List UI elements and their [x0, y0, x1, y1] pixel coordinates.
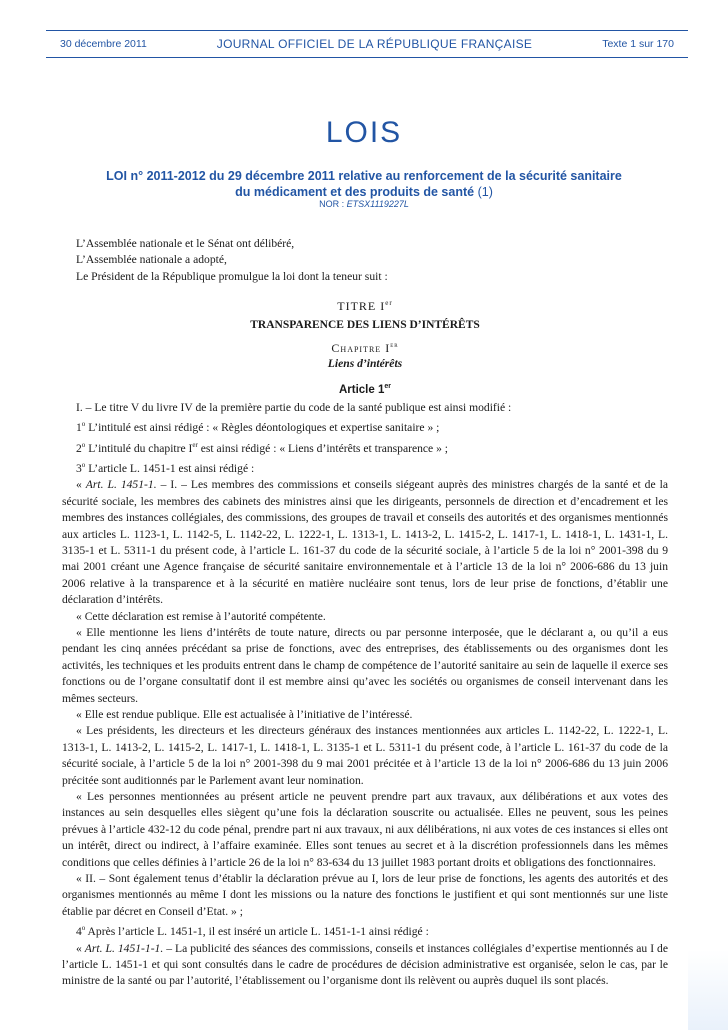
quote-open: « — [76, 478, 86, 492]
item-text: est ainsi rédigé : « Liens d’intérêts et transparence » ; — [197, 441, 449, 455]
item-text: L’intitulé est ainsi rédigé : « Règles déontologiques et expertise sanitaire » ; — [85, 421, 440, 435]
publication-date: 30 décembre 2011 — [60, 38, 147, 50]
law-title-line2: du médicament et des produits de santé — [235, 185, 475, 199]
paragraph — [62, 437, 668, 457]
page-header — [46, 30, 688, 58]
law-title — [60, 168, 668, 200]
item-text: – I. – Les membres des commissions et conseils siégeant auprès des ministres chargés de la santé et de la sécurité sociale, les membres des cabinets des ministres ainsi que les dirigeants, personnels de direction et d’encadrement et les membres des instances collégiales, des commissions, des groupes de travail et conseils des autorités et des organismes mentionnés aux articles L. 1123-1, L. 1142-5, L. 1142-22, L. 1222-1, L. 1313-1, L. 1413-2, L. 1415-2, L. 1417-1, L. 1418-1, L. 1431-1, L. 3135-1 et L. 5311-1 du présent code, à l’article L. 161-37 du code de la sécurité sociale, à l’article 5 de la loi n° 2001-398 du 9 mai 2001 créant une Agence française de sécurité sanitaire environnementale et à l’article 13 de la loi n° 2006-686 du 13 juin 2006 relative à la transparence et à la sécurité en matière nucléaire sont tenus, lors de leur prise de fonctions, d’établir une déclaration d’intérêts. — [62, 478, 668, 607]
paragraph — [62, 941, 668, 990]
paragraph: « Les personnes mentionnées au présent article ne peuvent prendre part aux travaux, aux délibérations et aux votes des instances au sein desquelles elles siègent qu’une fois la déclaration souscrite ou actualisée. Elles ne peuvent, sous les peines prévues à l’article 432-12 du code pénal, prendre part ni aux travaux, ni aux délibérations, ni aux votes de ces instances si elles ont un intérêt, direct ou indirect, à l’affaire examinée. Elles sont tenues au secret et à la discrétion professionnels dans les mêmes conditions que celles définies à l’article 26 de la loi n° 83-634 du 13 juillet 1983 portant droits et obligations des fonctionnaires. — [62, 790, 668, 869]
titre-number: I — [380, 299, 386, 314]
paragraph — [62, 477, 668, 608]
item-sup: o — [81, 461, 86, 470]
titre-heading: TRANSPARENCE DES LIENS D’INTÉRÊTS — [250, 318, 480, 331]
nor-label: NOR : — [319, 199, 345, 209]
article-ref: Art. L. 1451-1. — [85, 478, 157, 492]
chapitre-heading: Liens d’intérêts — [327, 357, 403, 371]
nor-code: ETSX1119227L — [346, 199, 409, 209]
page-corner-decoration — [688, 950, 728, 1030]
quote-open: « — [76, 941, 85, 955]
law-body — [62, 236, 668, 990]
preamble-line: L’Assemblée nationale a adopté, — [76, 253, 227, 267]
paragraph: « Elle mentionne les liens d’intérêts de toute nature, directs ou par personne interposée, que le déclarant a, ou qu’il a eus pendant les cinq années précédant sa prise de fonctions, avec des entreprises, des établissements ou des organismes dont les activités, les techniques et les produits entrent dans le champ de compétence de l’autorité sanitaire au sein de laquelle il exerce ses fonctions ou de l’organe consultatif dont il est membre ainsi qu’avec les sociétés ou organismes de conseil intervenant dans les mêmes secteurs. — [62, 625, 668, 705]
paragraph: « Cette déclaration est remise à l’autorité compétente. — [76, 609, 326, 623]
titre-word: TITRE — [337, 299, 377, 314]
article-ref: Art. L. 1451-1-1. — [84, 941, 164, 955]
item-number: 1 — [76, 421, 82, 435]
item-sup: o — [81, 440, 86, 449]
chapitre-number: I — [385, 341, 391, 356]
paragraph: I. – Le titre V du livre IV de la première partie du code de la santé publique est ainsi modifié : — [76, 401, 512, 415]
item-text: Après l’article L. 1451-1, il est inséré un article L. 1451-1-1 ainsi rédigé : — [85, 925, 429, 939]
footnote-ref[interactable]: (1) — [477, 185, 493, 199]
chapitre-label — [62, 337, 668, 356]
chapitre-sup: er — [390, 341, 399, 350]
item-sup: o — [81, 420, 86, 429]
law-title-line2-wrap — [60, 184, 668, 200]
item-text: L’article L. 1451-1 est ainsi rédigé : — [85, 461, 255, 475]
article-heading — [62, 379, 668, 398]
law-title-line1: LOI n° 2011-2012 du 29 décembre 2011 relative au renforcement de la sécurité sanitaire — [106, 169, 622, 183]
titre-label — [62, 295, 668, 314]
preamble-line: Le Président de la République promulgue la loi dont la teneur suit : — [76, 269, 388, 283]
section-title: LOIS — [325, 116, 403, 149]
item-number: 2 — [76, 441, 82, 455]
article-sup: er — [384, 382, 391, 390]
article-label: Article 1 — [338, 383, 385, 396]
chapitre-word: Chapitre — [331, 341, 382, 356]
item-text: – La publicité des séances des commissions, conseils et instances collégiales d’expertise mentionnés au I de l’article L. 1451-1 et qui sont consultés dans le cadre de procédures de décision administrative est organisée, selon le cas, par le ministre de la santé ou par l’autorité, l’établissement ou l’organisme dont ils relèvent ou auprès duquel ils sont placés. — [62, 941, 668, 988]
paragraph — [62, 920, 668, 940]
item-number: 3 — [76, 461, 82, 475]
item-sup: er — [192, 440, 198, 449]
paragraph: « Les présidents, les directeurs et les directeurs généraux des instances mentionnées aux articles L. 1142-22, L. 1222-1, L. 1313-1, L. 1413-2, L. 1415-2, L. 1417-1, L. 1418-1, L. 3135-1 et L. 5311-1 du présent code, à l’article L. 161-37 du code de la sécurité sociale, à l’article 5 de la loi n° 2001-398 du 9 mai 2001 précitée et à l’article 13 de la loi n° 2006-686 du 13 juin 2006 précitée sont auditionnés par le Parlement avant leur nomination. — [62, 724, 668, 787]
preamble-line: L’Assemblée nationale et le Sénat ont délibéré, — [76, 237, 295, 250]
item-sup: o — [81, 924, 86, 933]
paragraph: « Elle est rendue publique. Elle est actualisée à l’initiative de l’intéressé. — [76, 707, 413, 721]
page-info: Texte 1 sur 170 — [602, 38, 674, 50]
paragraph — [62, 416, 668, 436]
journal-name: JOURNAL OFFICIEL DE LA RÉPUBLIQUE FRANÇAISE — [216, 37, 533, 51]
item-number: 4 — [76, 925, 82, 939]
item-text: L’intitulé du chapitre I — [85, 441, 193, 455]
paragraph: « II. – Sont également tenus d’établir la déclaration prévue au I, lors de leur prise de fonctions, les agents des autorités et des organismes mentionnés au même I dont les missions ou la nature des fonctions le justifient et qui sont mentionnés sur une liste établie par décret en Conseil d’Etat. » ; — [62, 872, 668, 918]
paragraph — [62, 457, 668, 477]
nor-reference — [0, 199, 728, 209]
titre-sup: er — [385, 299, 393, 308]
